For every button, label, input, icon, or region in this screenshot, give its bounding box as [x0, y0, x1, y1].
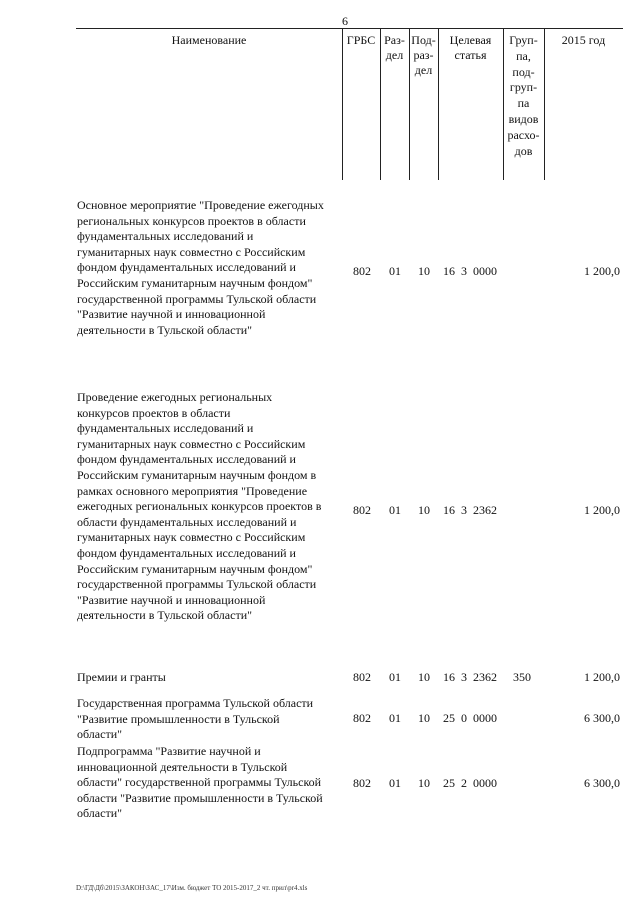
row-podrazdel: 10	[418, 670, 430, 684]
row-razdel: 01	[389, 503, 401, 517]
row-article: 25 0 0000	[443, 711, 497, 725]
row-grbs: 802	[353, 503, 371, 517]
row-grbs: 802	[353, 670, 371, 684]
row-grbs: 802	[353, 711, 371, 725]
row-amount: 1 200,0	[584, 264, 620, 278]
row-grbs: 802	[353, 776, 371, 790]
col-border-group	[544, 28, 545, 180]
row-amount: 1 200,0	[584, 503, 620, 517]
row-article: 16 3 2362	[443, 670, 497, 684]
row-amount: 6 300,0	[584, 711, 620, 725]
row-podrazdel: 10	[418, 776, 430, 790]
row-podrazdel: 10	[418, 264, 430, 278]
row-amount: 6 300,0	[584, 776, 620, 790]
header-article: Целевая статья	[449, 33, 492, 62]
row-amount: 1 200,0	[584, 670, 620, 684]
header-group: Груп- па, под- груп- па видов расхо- дов	[507, 33, 540, 158]
header-year: 2015 год	[561, 33, 606, 47]
row-group: 350	[513, 670, 531, 684]
row-razdel: 01	[389, 776, 401, 790]
row-podrazdel: 10	[418, 503, 430, 517]
row-razdel: 01	[389, 670, 401, 684]
row-podrazdel: 10	[418, 711, 430, 725]
header-name: Наименование	[171, 33, 247, 47]
page-number: 6	[342, 14, 348, 28]
row-article: 25 2 0000	[443, 776, 497, 790]
row-razdel: 01	[389, 264, 401, 278]
row-name: Основное мероприятие "Проведение ежегодных региональных конкурсов проектов в области фундаментальных исследований и гуманитарных наук совместно с Российским фондом фундаментальных исследований и Российским гуманитарным научным фондом" государственной программы Тульской области "Развитие научной и инновационной деятельности в Тульской области"	[77, 198, 324, 337]
row-name: Подпрограмма "Развитие научной и инновационной деятельности в Тульской области" государственной программы Тульской области "Развитие промышленности в Тульской области"	[77, 744, 323, 821]
row-name: Премии и гранты	[77, 670, 166, 684]
header-grbs: ГРБС	[346, 33, 376, 47]
file-path-footer: D:\ГД\Дб\2015\ЗАКОН\ЗАС_17\Изм. бюджет ТО 2015-2017_2 чт. прил\pr4.xls	[76, 884, 308, 892]
header-razdel: Раз- дел	[384, 33, 405, 62]
row-name: Государственная программа Тульской области "Развитие промышленности в Тульской области"	[77, 696, 314, 742]
row-razdel: 01	[389, 711, 401, 725]
row-article: 16 3 0000	[443, 264, 497, 278]
header-podrazdel: Под- раз- дел	[411, 33, 436, 77]
row-grbs: 802	[353, 264, 371, 278]
row-name: Проведение ежегодных региональных конкурсов проектов в области фундаментальных исследований и гуманитарных наук совместно с Российским фондом фундаментальных исследований и Российским гуманитарным научным фондом в рамках основного мероприятия "Проведение ежегодных региональных конкурсов проектов в области фундаментальных исследований и гуманитарных наук совместно с Российским фондом фундаментальных исследований и Российским гуманитарным научным фондом" государственной программы Тульской области "Развитие научной и инновационной деятельности в Тульской области"	[77, 390, 322, 623]
header-top-border	[76, 28, 623, 29]
col-border-name	[342, 28, 343, 180]
row-article: 16 3 2362	[443, 503, 497, 517]
